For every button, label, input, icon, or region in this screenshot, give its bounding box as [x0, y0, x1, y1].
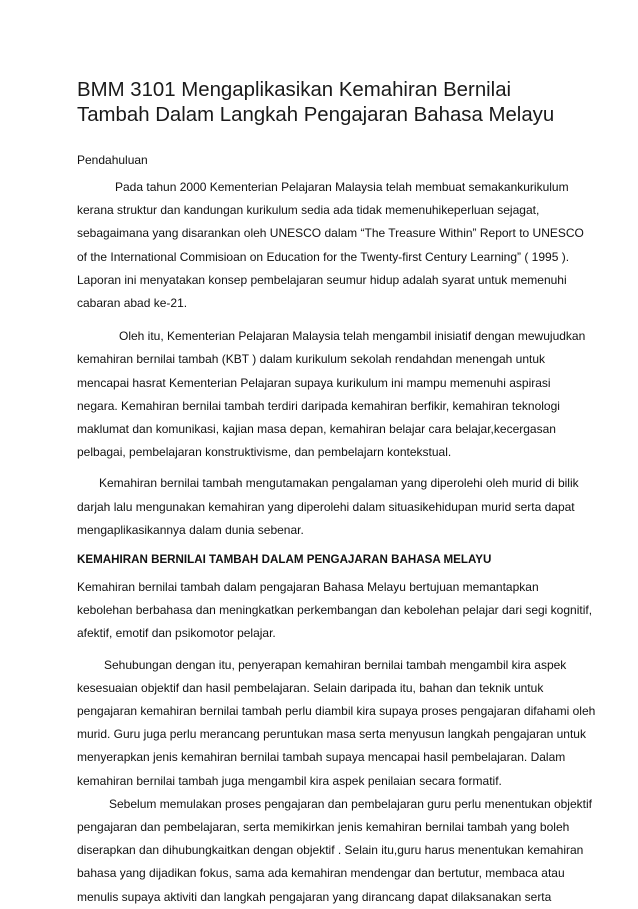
section-intro-label: Pendahuluan: [77, 153, 148, 167]
paragraph-line: Laporan ini menyatakan konsep pembelajaran seumur hidup adalah syarat untuk memenuhi: [77, 272, 567, 287]
title-line-1: BMM 3101 Mengaplikasikan Kemahiran Bernilai: [77, 79, 512, 101]
title-line-2: Tambah Dalam Langkah Pengajaran Bahasa Melayu: [77, 104, 555, 126]
paragraph-1: [77, 176, 584, 315]
paragraph-line: Kemahiran bernilai tambah dalam pengajaran Bahasa Melayu bertujuan memantapkan: [77, 580, 539, 595]
document-title: [77, 78, 563, 128]
paragraph-line: Pada tahun 2000 Kementerian Pelajaran Malaysia telah membuat semakankurikulum: [115, 180, 569, 194]
paragraph-5: [77, 654, 596, 793]
paragraph-line: kesesuaian objektif dan hasil pembelajaran. Selain daripada itu, bahan dan teknik untuk: [77, 680, 544, 695]
paragraph-line: kebolehan berbahasa dan meningkatkan perkembangan dan kebolehan pelajar dari segi kognitif,: [77, 603, 593, 618]
paragraph-line: menulis supaya aktiviti dan langkah pengajaran yang dirancang dapat dilaksanakan serta: [77, 889, 552, 904]
paragraph-6: [77, 793, 592, 909]
paragraph-line: murid. Guru juga perlu merancang peruntukan masa serta menyusun langkah pengajaran untuk: [77, 727, 586, 742]
paragraph-line: pengajaran dan pembelajaran, serta memikirkan jenis kemahiran bernilai tambah yang boleh: [77, 820, 570, 835]
paragraph-line: cabaran abad ke-21.: [77, 296, 188, 311]
paragraph-line: Sehubungan dengan itu, penyerapan kemahiran bernilai tambah mengambil kira aspek: [104, 657, 567, 672]
paragraph-2: [77, 325, 586, 464]
paragraph-line: maklumat dan komunikasi, kajian masa depan, kemahiran belajar cara belajar,kecergasan: [77, 422, 556, 437]
paragraph-line: kemahiran bernilai tambah (KBT ) dalam kurikulum sekolah rendahdan menengah untuk: [77, 352, 546, 367]
paragraph-line: afektif, emotif dan psikomotor pelajar.: [77, 626, 276, 641]
paragraph-line: pelbagai, pembelajaran konstruktivisme, dan pembelajarn kontekstual.: [77, 445, 452, 460]
paragraph-line: darjah lalu mengunakan kemahiran yang diperolehi dalam situasikehidupan murid serta dapat: [77, 499, 575, 514]
paragraph-line: kerana struktur dan kandungan kurikulum sedia ada tidak memenuhikeperluan sejagat,: [77, 203, 540, 218]
paragraph-line: mengaplikasikannya dalam dunia sebenar.: [77, 522, 304, 537]
paragraph-line: menyerapkan jenis kemahiran bernilai tambah supaya mencapai hasil pembelajaran. Dalam: [77, 750, 566, 765]
paragraph-line: diserapkan dan dihubungkaitkan dengan objektif . Selain itu,guru harus menentukan kemahiran: [77, 843, 584, 858]
paragraph-line: negara. Kemahiran bernilai tambah terdiri daripada kemahiran berfikir, kemahiran teknologi: [77, 398, 560, 413]
paragraph-line: bahasa yang dijadikan fokus, sama ada kemahiran mendengar dan bertutur, membaca atau: [77, 866, 565, 881]
paragraph-3: [77, 472, 579, 542]
paragraph-line: sebagaimana yang disarankan oleh UNESCO dalam “The Treasure Within” Report to UNESCO: [77, 226, 584, 241]
section-heading: KEMAHIRAN BERNILAI TAMBAH DALAM PENGAJARAN BAHASA MELAYU: [77, 553, 492, 567]
paragraph-line: of the International Commisioan on Education for the Twenty-first Century Learning” ( 1995 ).: [77, 249, 570, 264]
paragraph-line: Sebelum memulakan proses pengajaran dan pembelajaran guru perlu menentukan objektif: [109, 796, 592, 811]
paragraph-line: Kemahiran bernilai tambah mengutamakan pengalaman yang diperolehi oleh murid di bilik: [99, 476, 579, 491]
paragraph-4: [77, 576, 593, 646]
paragraph-line: kemahiran bernilai tambah juga mengambil kira aspek penilaian secara formatif.: [77, 773, 502, 788]
paragraph-line: mencapai hasrat Kementerian Pelajaran supaya kurikulum ini mampu memenuhi aspirasi: [77, 375, 551, 390]
paragraph-line: Oleh itu, Kementerian Pelajaran Malaysia telah mengambil inisiatif dengan mewujudkan: [119, 329, 586, 344]
paragraph-line: pengajaran kemahiran bernilai tambah perlu diambil kira supaya proses pengajaran difahami oleh: [77, 704, 596, 719]
document-page: [77, 78, 596, 909]
